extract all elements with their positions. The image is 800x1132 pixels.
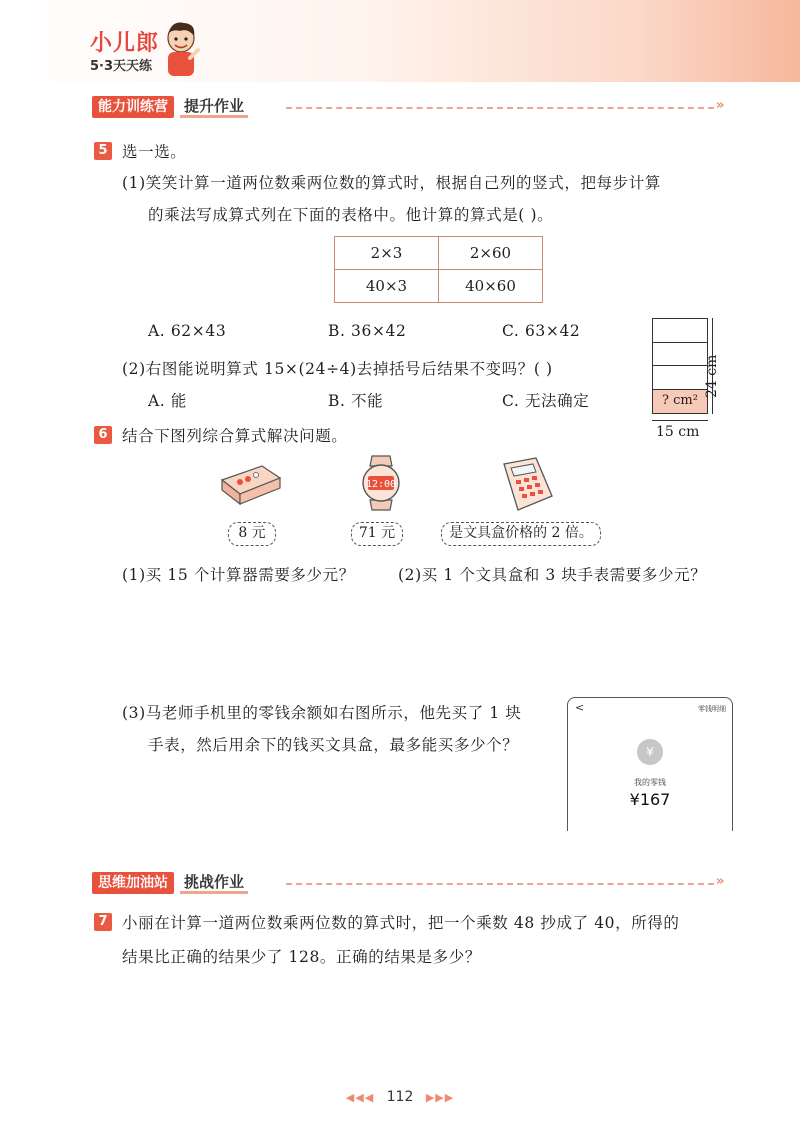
question-text: (2)右图能说明算式 15×(24÷4)去掉括号后结果不变吗？( ) — [122, 360, 553, 378]
logo-title: 小儿郎 — [90, 31, 160, 56]
section-divider — [286, 883, 714, 885]
yuan-coin-icon: ¥ — [637, 739, 663, 765]
sub-question: (3)马老师手机里的零钱余额如右图所示，他先买了 1 块 — [122, 704, 522, 722]
page-number: 112 — [386, 1089, 414, 1105]
section-tag: 思维加油站 — [92, 872, 174, 894]
option-a: A. 62×43 — [148, 322, 227, 340]
double-chevron-icon: » — [716, 98, 725, 113]
table-row — [335, 270, 543, 303]
question-title: 结合下图列综合算式解决问题。 — [122, 427, 348, 445]
price-tag: 71 元 — [351, 522, 403, 546]
question-text: (1)笑笑计算一道两位数乘两位数的算式时，根据自己列的竖式，把每步计算 — [122, 174, 661, 192]
option-c: C. 无法确定 — [502, 392, 590, 410]
width-dimension-line — [652, 420, 708, 421]
question-text: 小丽在计算一道两位数乘两位数的算式时，把一个乘数 48 抄成了 40，所得的 — [122, 914, 680, 932]
question-title: 选一选。 — [122, 143, 187, 161]
option-c: C. 63×42 — [502, 322, 581, 340]
section-bar-thinking — [92, 872, 248, 894]
pencil-box-icon — [218, 462, 282, 508]
table-cell: 40×60 — [439, 270, 543, 303]
option-b: B. 36×42 — [328, 322, 407, 340]
double-chevron-icon: » — [716, 874, 725, 889]
question-text: 的乘法写成算式列在下面的表格中。他计算的算式是( )。 — [148, 206, 554, 224]
balance-amount: ¥167 — [629, 790, 671, 809]
rectangle-figure — [652, 318, 708, 414]
sub-question: (1)买 15 个计算器需要多少元？ — [122, 566, 355, 584]
option-a: A. 能 — [148, 392, 187, 410]
table-cell: 2×60 — [439, 237, 543, 270]
left-triangles-icon: ◀◀◀ — [345, 1091, 375, 1104]
sub-question: (2)买 1 个文具盒和 3 块手表需要多少元？ — [398, 566, 707, 584]
brand-logo — [90, 26, 159, 74]
multiplication-table — [334, 236, 543, 303]
calculator-icon — [498, 456, 556, 512]
section-divider — [286, 107, 714, 109]
question-number: 6 — [94, 426, 112, 444]
section-tag: 能力训练营 — [92, 96, 174, 118]
table-cell: 40×3 — [335, 270, 439, 303]
question-number: 5 — [94, 142, 112, 160]
balance-label: 我的零钱 — [634, 778, 666, 787]
table-cell: 2×3 — [335, 237, 439, 270]
area-label: ? cm² — [653, 390, 707, 414]
page-number-footer — [0, 1089, 800, 1105]
question-number: 7 — [94, 913, 112, 931]
section-bar-ability — [92, 96, 248, 118]
watch-icon — [350, 454, 408, 512]
section-name: 提升作业 — [180, 97, 248, 118]
option-b: B. 不能 — [328, 392, 384, 410]
logo-subtitle: 5·3天天练 — [90, 59, 153, 74]
price-tag: 8 元 — [228, 522, 276, 546]
phone-wallet-screen — [567, 697, 733, 831]
watch-display: 12:00 — [365, 479, 397, 490]
width-label: 15 cm — [656, 424, 700, 440]
height-label: 24 cm — [704, 354, 720, 398]
sub-question: 手表，然后用余下的钱买文具盒，最多能买多少个？ — [148, 736, 519, 754]
table-row — [335, 237, 543, 270]
mascot-icon — [160, 20, 202, 78]
right-triangles-icon: ▶▶▶ — [425, 1091, 455, 1104]
back-icon: < — [575, 701, 585, 714]
price-tag: 是文具盒价格的 2 倍。 — [441, 522, 601, 546]
section-name: 挑战作业 — [180, 873, 248, 894]
phone-title: 零钱明细 — [698, 705, 726, 713]
question-text: 结果比正确的结果少了 128。正确的结果是多少？ — [122, 948, 481, 966]
